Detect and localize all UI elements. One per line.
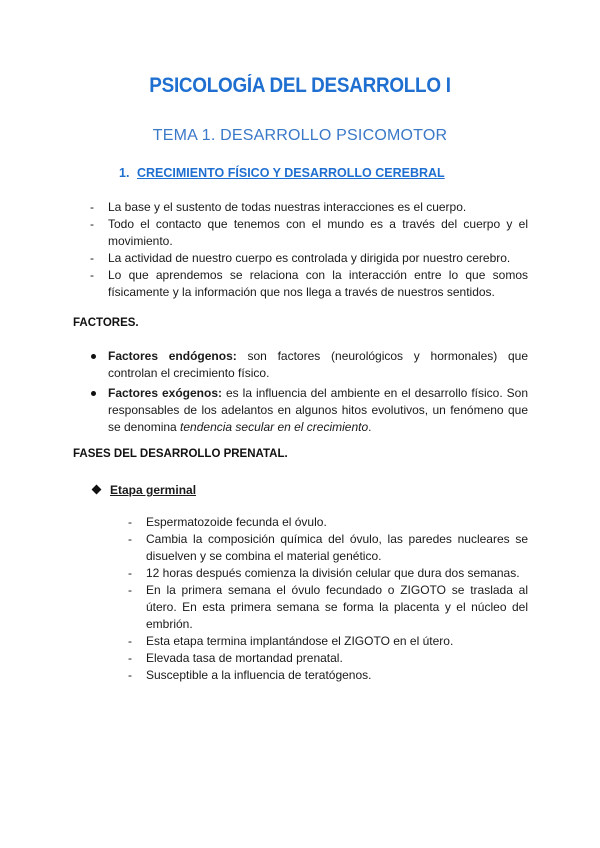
list-item: - La base y el sustento de todas nuestras interacciones es el cuerpo. [90,200,467,214]
fases-heading: FASES DEL DESARROLLO PRENATAL. [73,448,288,460]
list-item: - La actividad de nuestro cuerpo es controlada y dirigida por nuestro cerebro. [90,251,511,265]
list-item: - Cambia la composición química del óvulo, las paredes nucleares se disuelven y se combina el material genético. [128,532,528,563]
list-item: Factores exógenos: es la influencia del ambiente en el desarrollo físico. Son responsables de los adelantos en algunos hitos evolutivos, un fenómeno que se denomina tendencia secular en el crecimiento. [88,385,528,436]
document-subtitle: TEMA 1. DESARROLLO PSICOMOTOR [152,127,448,144]
list-item: - Todo el contacto que tenemos con el mundo es a través del cuerpo y el movimiento. [90,217,528,248]
list-item: - Espermatozoide fecunda el óvulo. [128,515,327,529]
list-item: - Esta etapa termina implantándose el ZIGOTO en el útero. [128,634,454,648]
fases-list [126,514,528,684]
bullet-icon [91,354,96,359]
list-item: - Elevada tasa de mortandad prenatal. [128,651,343,665]
factores-list [88,348,528,439]
factores-heading: FACTORES. [73,317,139,329]
section-number: 1. [119,166,130,180]
list-item: Factores endógenos: son factores (neurológicos y hormonales) que controlan el crecimiento físico. [88,348,528,382]
section-heading-text: CRECIMIENTO FÍSICO Y DESARROLLO CEREBRAL [137,166,445,180]
section1-list [88,199,528,301]
document-title: PSICOLOGÍA DEL DESARROLLO I [149,74,451,97]
section-heading [119,166,445,180]
list-item: - Lo que aprendemos se relaciona con la interacción entre lo que somos físicamente y la información que nos llega a través de nuestros sentidos. [90,268,528,299]
diamond-bullet-icon [92,485,102,495]
list-item: - Susceptible a la influencia de teratógenos. [128,668,372,682]
stage-heading: Etapa germinal [93,483,196,497]
list-item: - En la primera semana el óvulo fecundado o ZIGOTO se traslada al útero. En esta primera semana se forma la placenta y el núcleo del embrión. [128,583,528,631]
list-item: - 12 horas después comienza la división celular que dura dos semanas. [128,566,520,580]
bullet-icon [91,391,96,396]
